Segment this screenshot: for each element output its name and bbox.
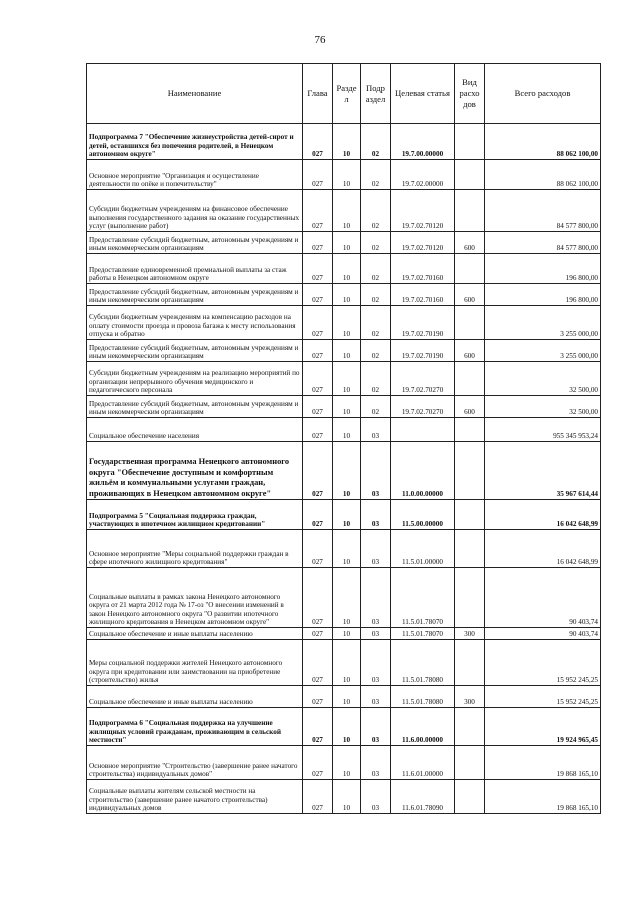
row-target bbox=[391, 418, 455, 442]
row-total: 19 868 165,10 bbox=[485, 746, 601, 780]
row-section: 10 bbox=[333, 232, 361, 254]
table-row bbox=[87, 568, 601, 628]
row-section: 10 bbox=[333, 396, 361, 418]
row-name: Подпрограмма 6 "Социальная поддержка на улучшение жилищных условий гражданам, проживающим в сельской местности" bbox=[87, 708, 303, 746]
row-target: 11.5.01.78070 bbox=[391, 628, 455, 640]
row-name: Подпрограмма 5 "Социальная поддержка граждан, участвующих в ипотечном жилищном кредитовании" bbox=[87, 500, 303, 530]
row-chapter: 027 bbox=[303, 232, 333, 254]
row-chapter: 027 bbox=[303, 396, 333, 418]
row-target: 11.5.01.00000 bbox=[391, 530, 455, 568]
row-name: Предоставление субсидий бюджетным, автономным учреждениям и иным некоммерческим организациям bbox=[87, 232, 303, 254]
row-subsection: 02 bbox=[361, 362, 391, 396]
row-target: 19.7.02.70160 bbox=[391, 254, 455, 284]
row-name: Социальные выплаты в рамках закона Ненецкого автономного округа от 21 марта 2012 года № 17-оз "О внесении изменений в закон Ненецкого автономного округа "О развитии ипотечного жилищного кредитования в Ненецком автономном округе" bbox=[87, 568, 303, 628]
row-expense-type: 300 bbox=[455, 686, 485, 708]
row-expense-type bbox=[455, 418, 485, 442]
row-section: 10 bbox=[333, 190, 361, 232]
row-section: 10 bbox=[333, 284, 361, 306]
row-chapter: 027 bbox=[303, 530, 333, 568]
row-chapter: 027 bbox=[303, 780, 333, 814]
row-section: 10 bbox=[333, 628, 361, 640]
row-total: 15 952 245,25 bbox=[485, 686, 601, 708]
table-row bbox=[87, 500, 601, 530]
row-total: 84 577 800,00 bbox=[485, 190, 601, 232]
header-name: Наименование bbox=[87, 64, 303, 124]
row-section: 10 bbox=[333, 780, 361, 814]
row-name: Субсидии бюджетным учреждениям на финансовое обеспечение выполнения государственного задания на оказание государственных услуг (выполнение работ) bbox=[87, 190, 303, 232]
row-expense-type bbox=[455, 190, 485, 232]
row-target: 11.6.01.78090 bbox=[391, 780, 455, 814]
row-section: 10 bbox=[333, 568, 361, 628]
row-name: Субсидии бюджетным учреждениям на реализацию мероприятий по организации непрерывного обучения медицинского и педагогического персонала bbox=[87, 362, 303, 396]
table-row bbox=[87, 254, 601, 284]
row-target: 19.7.02.70190 bbox=[391, 340, 455, 362]
row-subsection: 03 bbox=[361, 500, 391, 530]
row-chapter: 027 bbox=[303, 708, 333, 746]
row-name: Предоставление единовременной премиальной выплаты за стаж работы в Ненецком автономном округе bbox=[87, 254, 303, 284]
row-name: Предоставление субсидий бюджетным, автономным учреждениям и иным некоммерческим организациям bbox=[87, 340, 303, 362]
row-name: Меры социальной поддержки жителей Ненецкого автономного округа при кредитовании или заимствовании на приобретение (строительство) жилья bbox=[87, 640, 303, 686]
row-target: 11.5.00.00000 bbox=[391, 500, 455, 530]
row-target: 19.7.02.70160 bbox=[391, 284, 455, 306]
row-target: 19.7.02.70270 bbox=[391, 396, 455, 418]
table-row bbox=[87, 284, 601, 306]
row-name: Основное мероприятие "Строительство (завершение ранее начатого строительства) индивидуальных домов" bbox=[87, 746, 303, 780]
row-expense-type bbox=[455, 500, 485, 530]
row-section: 10 bbox=[333, 254, 361, 284]
row-expense-type: 300 bbox=[455, 628, 485, 640]
row-expense-type bbox=[455, 568, 485, 628]
table-row bbox=[87, 306, 601, 340]
row-total: 3 255 000,00 bbox=[485, 340, 601, 362]
row-total: 196 800,00 bbox=[485, 254, 601, 284]
row-total: 15 952 245,25 bbox=[485, 640, 601, 686]
table-row bbox=[87, 708, 601, 746]
row-chapter: 027 bbox=[303, 362, 333, 396]
row-subsection: 03 bbox=[361, 780, 391, 814]
row-section: 10 bbox=[333, 362, 361, 396]
row-subsection: 02 bbox=[361, 232, 391, 254]
table-row bbox=[87, 686, 601, 708]
row-subsection: 03 bbox=[361, 708, 391, 746]
row-total: 19 924 965,45 bbox=[485, 708, 601, 746]
table-header-row bbox=[87, 64, 601, 124]
row-subsection: 03 bbox=[361, 530, 391, 568]
row-name: Подпрограмма 7 "Обеспечение жизнеустройства детей-сирот и детей, оставшихся без попечения родителей, в Ненецком автономном округе" bbox=[87, 124, 303, 160]
row-name: Предоставление субсидий бюджетным, автономным учреждениям и иным некоммерческим организациям bbox=[87, 396, 303, 418]
row-total: 88 062 100,00 bbox=[485, 160, 601, 190]
table-row bbox=[87, 746, 601, 780]
row-expense-type bbox=[455, 708, 485, 746]
row-chapter: 027 bbox=[303, 746, 333, 780]
row-target: 11.6.01.00000 bbox=[391, 746, 455, 780]
row-subsection: 02 bbox=[361, 306, 391, 340]
row-subsection: 03 bbox=[361, 442, 391, 500]
row-name: Социальное обеспечение и иные выплаты населению bbox=[87, 686, 303, 708]
row-total: 88 062 100,00 bbox=[485, 124, 601, 160]
row-expense-type bbox=[455, 442, 485, 500]
row-subsection: 03 bbox=[361, 686, 391, 708]
row-total: 955 345 953,24 bbox=[485, 418, 601, 442]
row-section: 10 bbox=[333, 530, 361, 568]
row-subsection: 03 bbox=[361, 640, 391, 686]
row-chapter: 027 bbox=[303, 686, 333, 708]
row-target: 19.7.02.70190 bbox=[391, 306, 455, 340]
row-total: 32 500,00 bbox=[485, 396, 601, 418]
row-target: 11.5.01.78080 bbox=[391, 686, 455, 708]
row-name: Социальные выплаты жителям сельской местности на строительство (завершение ранее начатого строительства) индивидуальных домов bbox=[87, 780, 303, 814]
row-section: 10 bbox=[333, 306, 361, 340]
row-total: 3 255 000,00 bbox=[485, 306, 601, 340]
row-chapter: 027 bbox=[303, 306, 333, 340]
table-row bbox=[87, 160, 601, 190]
row-name: Государственная программа Ненецкого автономного округа "Обеспечение доступным и комфортным жильём и коммунальными услугами граждан, проживающих в Ненецком автономном округе" bbox=[87, 442, 303, 500]
row-expense-type bbox=[455, 306, 485, 340]
row-total: 35 967 614,44 bbox=[485, 442, 601, 500]
row-section: 10 bbox=[333, 708, 361, 746]
table-row bbox=[87, 396, 601, 418]
row-subsection: 03 bbox=[361, 568, 391, 628]
row-name: Предоставление субсидий бюджетным, автономным учреждениям и иным некоммерческим организациям bbox=[87, 284, 303, 306]
row-subsection: 03 bbox=[361, 746, 391, 780]
table-row bbox=[87, 530, 601, 568]
row-expense-type bbox=[455, 160, 485, 190]
row-expense-type: 600 bbox=[455, 284, 485, 306]
row-target: 11.6.00.00000 bbox=[391, 708, 455, 746]
row-chapter: 027 bbox=[303, 442, 333, 500]
row-total: 84 577 800,00 bbox=[485, 232, 601, 254]
row-section: 10 bbox=[333, 160, 361, 190]
table-row bbox=[87, 232, 601, 254]
row-subsection: 02 bbox=[361, 190, 391, 232]
table-row bbox=[87, 418, 601, 442]
row-section: 10 bbox=[333, 640, 361, 686]
row-total: 19 868 165,10 bbox=[485, 780, 601, 814]
row-chapter: 027 bbox=[303, 628, 333, 640]
table-row bbox=[87, 190, 601, 232]
header-target: Целевая статья bbox=[391, 64, 455, 124]
header-chapter: Глава bbox=[303, 64, 333, 124]
row-subsection: 03 bbox=[361, 628, 391, 640]
row-chapter: 027 bbox=[303, 340, 333, 362]
table-row bbox=[87, 640, 601, 686]
row-name: Социальное обеспечение населения bbox=[87, 418, 303, 442]
row-total: 196 800,00 bbox=[485, 284, 601, 306]
table-row bbox=[87, 780, 601, 814]
table-row bbox=[87, 362, 601, 396]
row-target: 11.0.00.00000 bbox=[391, 442, 455, 500]
row-expense-type bbox=[455, 746, 485, 780]
row-target: 19.7.02.00000 bbox=[391, 160, 455, 190]
row-target: 11.5.01.78080 bbox=[391, 640, 455, 686]
row-chapter: 027 bbox=[303, 124, 333, 160]
row-total: 90 403,74 bbox=[485, 628, 601, 640]
row-target: 19.7.02.70120 bbox=[391, 190, 455, 232]
row-target: 19.7.00.00000 bbox=[391, 124, 455, 160]
row-total: 16 042 648,99 bbox=[485, 500, 601, 530]
row-target: 19.7.02.70120 bbox=[391, 232, 455, 254]
row-total: 90 403,74 bbox=[485, 568, 601, 628]
row-target: 11.5.01.78070 bbox=[391, 568, 455, 628]
row-expense-type bbox=[455, 124, 485, 160]
header-subsection: Подр аздел bbox=[361, 64, 391, 124]
row-chapter: 027 bbox=[303, 190, 333, 232]
header-section: Разде л bbox=[333, 64, 361, 124]
row-expense-type: 600 bbox=[455, 340, 485, 362]
row-chapter: 027 bbox=[303, 568, 333, 628]
row-total: 32 500,00 bbox=[485, 362, 601, 396]
row-name: Основное мероприятие "Организация и осуществление деятельности по опёке и попечительству" bbox=[87, 160, 303, 190]
budget-table bbox=[86, 63, 601, 814]
row-expense-type: 600 bbox=[455, 232, 485, 254]
row-name: Субсидии бюджетным учреждениям на компенсацию расходов на оплату стоимости проезда и провоза багажа к месту использования отпуска и обратно bbox=[87, 306, 303, 340]
row-subsection: 02 bbox=[361, 396, 391, 418]
header-expense-type: Вид расхо дов bbox=[455, 64, 485, 124]
row-chapter: 027 bbox=[303, 160, 333, 190]
row-expense-type bbox=[455, 780, 485, 814]
row-chapter: 027 bbox=[303, 418, 333, 442]
page-number: 76 bbox=[314, 34, 326, 46]
row-subsection: 02 bbox=[361, 160, 391, 190]
row-name: Основное мероприятие "Меры социальной поддержки граждан в сфере ипотечного жилищного кредитования" bbox=[87, 530, 303, 568]
row-subsection: 03 bbox=[361, 418, 391, 442]
row-target: 19.7.02.70270 bbox=[391, 362, 455, 396]
row-section: 10 bbox=[333, 686, 361, 708]
row-expense-type bbox=[455, 640, 485, 686]
header-total: Всего расходов bbox=[485, 64, 601, 124]
row-chapter: 027 bbox=[303, 640, 333, 686]
row-section: 10 bbox=[333, 124, 361, 160]
row-section: 10 bbox=[333, 746, 361, 780]
row-subsection: 02 bbox=[361, 254, 391, 284]
row-section: 10 bbox=[333, 442, 361, 500]
row-expense-type bbox=[455, 530, 485, 568]
row-chapter: 027 bbox=[303, 254, 333, 284]
row-subsection: 02 bbox=[361, 340, 391, 362]
table-row bbox=[87, 442, 601, 500]
row-expense-type: 600 bbox=[455, 396, 485, 418]
table-row bbox=[87, 340, 601, 362]
row-section: 10 bbox=[333, 500, 361, 530]
row-subsection: 02 bbox=[361, 124, 391, 160]
row-total: 16 042 648,99 bbox=[485, 530, 601, 568]
row-expense-type bbox=[455, 254, 485, 284]
row-name: Социальное обеспечение и иные выплаты населению bbox=[87, 628, 303, 640]
table-row bbox=[87, 124, 601, 160]
row-chapter: 027 bbox=[303, 500, 333, 530]
row-section: 10 bbox=[333, 418, 361, 442]
row-expense-type bbox=[455, 362, 485, 396]
row-section: 10 bbox=[333, 340, 361, 362]
table-row bbox=[87, 628, 601, 640]
row-chapter: 027 bbox=[303, 284, 333, 306]
row-subsection: 02 bbox=[361, 284, 391, 306]
